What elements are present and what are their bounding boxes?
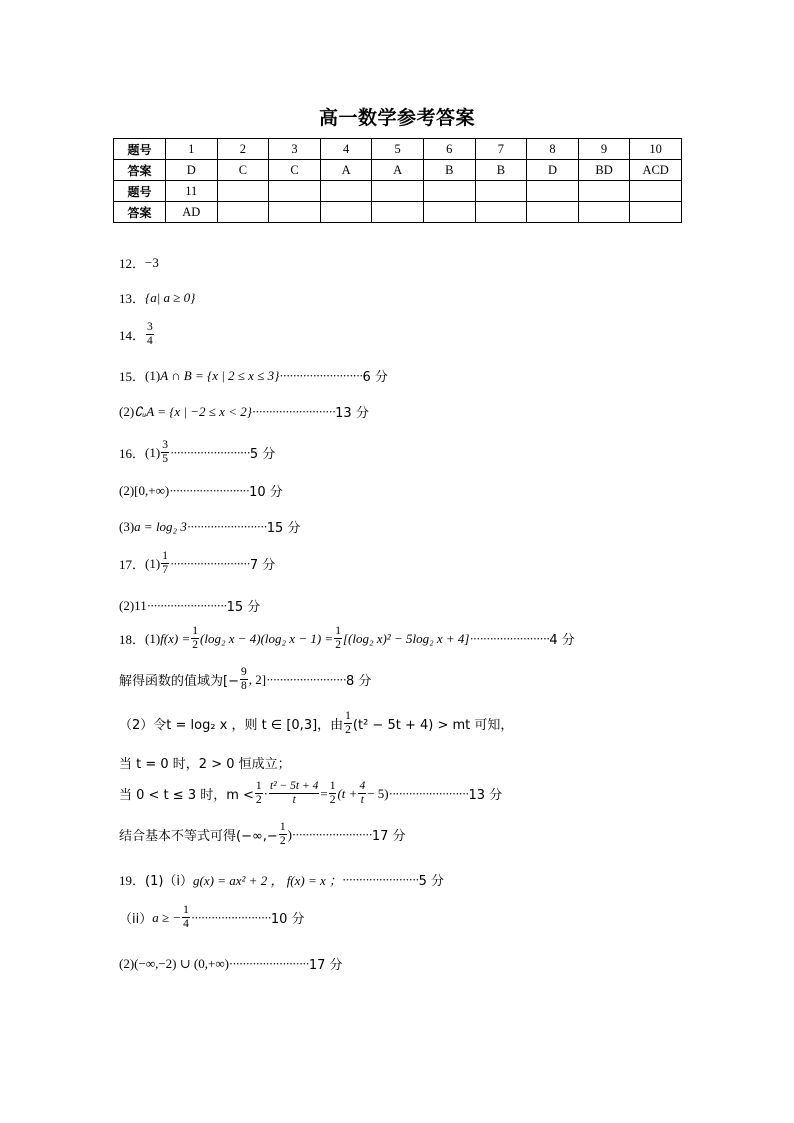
dot-leader: ························	[388, 785, 469, 801]
score: 13 分	[335, 406, 369, 421]
dot-leader: ························	[146, 597, 227, 613]
table-cell: ACD	[630, 160, 682, 181]
table-cell	[578, 202, 630, 223]
table-cell	[423, 202, 475, 223]
score: 10 分	[249, 485, 283, 500]
answer-13	[119, 288, 195, 307]
table-cell	[372, 181, 424, 202]
dot-leader: ························	[186, 518, 267, 534]
table-cell: 1	[166, 139, 218, 160]
score: 7 分	[249, 558, 276, 573]
score: 5 分	[418, 874, 445, 889]
answer-19-part-1-ii: （ii） a ≥ − $\frac{1}{4}$ ························ 10 分	[119, 904, 305, 930]
question-number: 13．	[119, 291, 146, 306]
table-cell: B	[475, 160, 527, 181]
table-row	[114, 181, 682, 202]
table-header-cell: 题号	[114, 181, 166, 202]
table-cell	[372, 202, 424, 223]
table-cell: 4	[320, 139, 372, 160]
score: 15 分	[226, 600, 261, 615]
table-cell	[269, 181, 321, 202]
fraction: $\frac{1}{4}$	[183, 904, 189, 930]
fraction: $\frac{3}{4}$	[147, 321, 153, 347]
dot-leader: ·························	[279, 367, 363, 383]
fraction: $\frac{1}{2}$	[329, 780, 336, 806]
answer-19-part-2: (2) (−∞,−2) ∪ (0,+∞) ························ 17 分	[119, 955, 343, 973]
table-cell	[320, 202, 372, 223]
fraction: $\frac{4}{t}$	[359, 780, 366, 806]
answer-18-conclusion: 结合基本不等式可得(−∞,− $\frac{1}{2}$ ) ························ 17 分	[119, 821, 406, 847]
answer-18-part-2: （2）令 t = log₂ x ，则 t ∈ [0,3]，由 $\frac{1}{2}$ (t² − 5t + 4) > mt 可知，	[119, 710, 514, 736]
answer-text: (−∞,−2) ∪ (0,+∞)	[134, 955, 229, 971]
fraction: $\frac{9}{8}$	[240, 666, 247, 692]
question-number: 14．	[119, 328, 146, 343]
score: 17 分	[371, 829, 406, 844]
answer-text: [0,+∞)	[134, 482, 170, 498]
fraction: $\frac{\text{t² − 5t + 4}}{t}$	[270, 780, 319, 806]
table-row	[114, 139, 682, 160]
answer-14	[119, 321, 155, 348]
table-cell: 11	[166, 181, 218, 202]
fraction: $\frac{1}{2}$	[335, 625, 341, 651]
answer-18-range: 解得函数的值域为[− $\frac{9}{8}$ , 2] ························ 8 分	[119, 666, 372, 692]
table-cell: B	[423, 160, 475, 181]
score: 4 分	[549, 633, 575, 648]
dot-leader: ························	[169, 555, 250, 571]
score: 17 分	[308, 958, 343, 973]
answer-18-case-1: 当 0 < t ≤ 3 时，m < $\frac{1}{2}$ · $\frac{\text{t² − 5t + 4}}{t}$ = $\frac{1}{2}$ (t + $\frac{4}{t}$ − 5) ························ 13 分	[119, 780, 503, 806]
table-cell: 3	[269, 139, 321, 160]
fraction: $\frac{1}{2}$	[192, 625, 198, 651]
dot-leader: ························	[228, 955, 309, 971]
table-cell: 9	[578, 139, 630, 160]
dot-leader: ························	[169, 482, 250, 498]
table-cell: 7	[475, 139, 527, 160]
table-cell: A	[372, 160, 424, 181]
table-row	[114, 160, 682, 181]
dot-leader: ·························	[251, 403, 336, 419]
fraction: $\frac{1}{2}$	[279, 821, 286, 847]
table-cell	[217, 181, 269, 202]
table-cell: C	[217, 160, 269, 181]
answer-table	[113, 138, 682, 223]
answer-16-part-1: 16． (1) $\frac{3}{5}$ ························ 5 分	[119, 439, 276, 465]
table-header-cell: 答案	[114, 202, 166, 223]
table-cell	[527, 202, 579, 223]
table-cell	[475, 181, 527, 202]
table-cell: 8	[527, 139, 579, 160]
answer-15-part-2: (2) ∁ᵤA = {x | −2 ≤ x < 2} ························· 13 分	[119, 403, 369, 421]
table-cell: C	[269, 160, 321, 181]
table-cell	[527, 181, 579, 202]
dot-leader: ························	[266, 671, 346, 687]
answer-text: {a| a ≥ 0}	[145, 289, 196, 305]
table-header-cell: 答案	[114, 160, 166, 181]
score: 5 分	[249, 447, 276, 462]
answer-12	[119, 253, 159, 272]
answer-text: ∁ᵤA = {x | −2 ≤ x < 2}	[134, 403, 252, 419]
score: 13 分	[468, 788, 503, 803]
table-cell	[217, 202, 269, 223]
answer-17-part-1: 17． (1) $\frac{1}{7}$ ························ 7 分	[119, 550, 276, 576]
answer-16-part-2: (2) [0,+∞) ························ 10 分	[119, 482, 283, 500]
answer-text: 11	[134, 597, 147, 613]
answer-text: a = log₂ 3	[134, 518, 187, 534]
dot-leader: ·······················	[342, 871, 419, 887]
score: 15 分	[266, 521, 301, 536]
answer-16-part-3: (3) a = log₂ 3 ························ 15 分	[119, 518, 301, 536]
table-header-cell: 题号	[114, 139, 166, 160]
dot-leader: ························	[469, 630, 550, 646]
table-cell: 5	[372, 139, 424, 160]
table-cell	[630, 202, 682, 223]
fraction: $\frac{1}{2}$	[255, 780, 262, 806]
answer-19-part-1: 19． (1)（i） g(x) = ax² + 2 ， f(x) = x ； ······················· 5 分	[119, 871, 445, 889]
fraction: $\frac{1}{2}$	[345, 710, 351, 736]
answer-text: g(x) = ax² + 2 ， f(x) = x ；	[193, 873, 343, 888]
answer-17-part-2: (2) 11 ························ 15 分	[119, 597, 261, 615]
table-cell: BD	[578, 160, 630, 181]
table-cell: A	[320, 160, 372, 181]
table-cell	[578, 181, 630, 202]
answer-text: −3	[145, 254, 159, 270]
table-cell	[630, 181, 682, 202]
table-cell	[475, 202, 527, 223]
page-title: 高一数学参考答案	[318, 107, 475, 129]
table-cell: 2	[217, 139, 269, 160]
table-cell: D	[166, 160, 218, 181]
answer-text: A ∩ B = {x | 2 ≤ x ≤ 3}	[160, 367, 280, 383]
dot-leader: ························	[190, 909, 271, 925]
table-cell	[269, 202, 321, 223]
dot-leader: ························	[169, 444, 250, 460]
score: 8 分	[345, 674, 372, 689]
table-cell: 10	[630, 139, 682, 160]
fraction: $\frac{1}{7}$	[162, 550, 168, 576]
answer-18-case-0: 当 t = 0 时，2 > 0 恒成立；	[119, 757, 291, 772]
score: 6 分	[362, 370, 388, 385]
fraction: $\frac{3}{5}$	[162, 439, 168, 465]
table-row	[114, 202, 682, 223]
table-cell: AD	[166, 202, 218, 223]
table-cell: 6	[423, 139, 475, 160]
question-number: 12．	[119, 256, 146, 271]
score: 10 分	[270, 912, 305, 927]
table-cell	[423, 181, 475, 202]
dot-leader: ························	[291, 826, 372, 842]
answer-15-part-1: 15． (1) A ∩ B = {x | 2 ≤ x ≤ 3} ························· 6 分	[119, 367, 388, 385]
answer-18-part-1: 18． (1) f(x) = $\frac{1}{2}$ (log₂ x − 4)(log₂ x − 1) = $\frac{1}{2}$ [(log₂ x)² − 5log₂ x + 4] ························ 4 分	[119, 625, 575, 651]
table-cell: D	[527, 160, 579, 181]
table-cell	[320, 181, 372, 202]
